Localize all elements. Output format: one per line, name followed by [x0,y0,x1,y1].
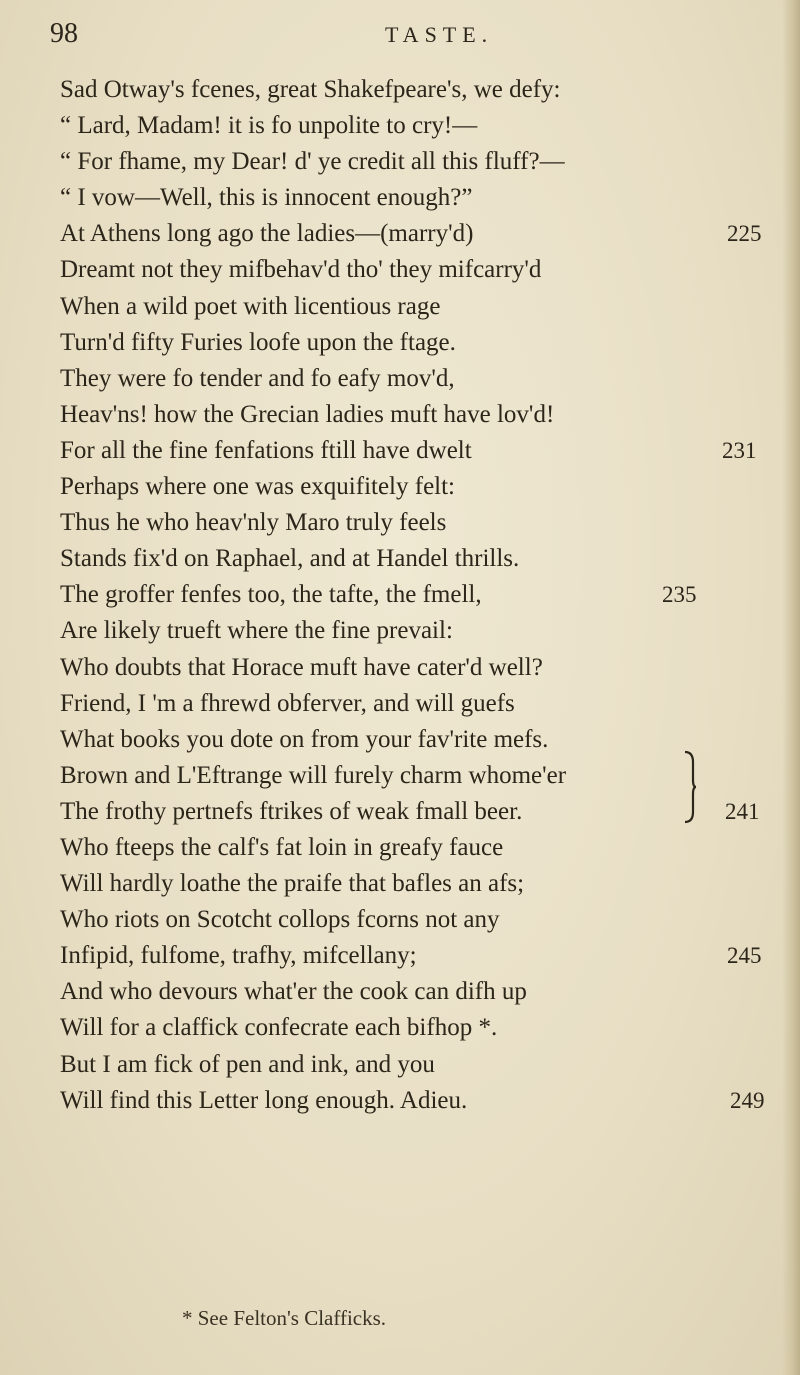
poem-line-text: Who doubts that Horace muft have cater'd well? [60,653,543,681]
poem-line-text: “ For fhame, my Dear! d' ye credit all this fluff?— [60,148,565,176]
poem-line [60,613,780,649]
poem-line-text: Brown and L'Eftrange will furely charm whome'er [60,761,567,789]
poem-line-text: Will hardly loathe the praife that bafles an afs; [60,870,525,898]
poem-line [60,1010,780,1046]
poem-line-text: Stands fix'd on Raphael, and at Handel thrills. [60,545,520,573]
poem-line [60,758,780,794]
poem-line-text: “ I vow—Well, this is innocent enough?” [60,184,473,212]
poem-line-text: What books you dote on from your fav'rite mefs. [60,725,549,753]
poem-line-text: Infipid, fulfome, trafhy, mifcellany; [60,942,417,970]
line-number: 241 [725,798,760,824]
poem-line-text: Who fteeps the calf's fat loin in greafy fauce [60,833,504,861]
poem-line-text: “ Lard, Madam! it is fo unpolite to cry!— [60,112,478,140]
poem-line-text: Heav'ns! how the Grecian ladies muft have lov'd! [60,400,555,428]
poem-line [60,794,780,830]
poem-line [60,469,780,505]
poem-line [60,108,780,144]
poem-line [60,1083,780,1119]
poem-line [60,72,780,108]
poem-line [60,830,780,866]
poem-line [60,938,780,974]
poem-line [60,866,780,902]
poem-line [60,650,780,686]
poem-line [60,144,780,180]
poem-line-text: Who riots on Scotcht collops fcorns not any [60,906,500,934]
line-number: 245 [727,943,762,969]
line-number: 235 [662,582,697,608]
poem-line-text: Turn'd fifty Furies loofe upon the ftage. [60,328,456,356]
poem-line-text: At Athens long ago the ladies—(marry'd) [60,220,474,248]
poem-line-text: They were fo tender and fo eafy mov'd, [60,364,455,392]
poem-line [60,686,780,722]
poem-line [60,577,780,613]
poem-line-text: The frothy pertnefs ftrikes of weak fmall beer. [60,797,523,825]
line-number: 231 [722,437,757,463]
poem-line-text: When a wild poet with licentious rage [60,292,441,320]
poem-line [60,252,780,288]
footnote: * See Felton's Clafficks. [182,1306,387,1330]
poem-line-text: The groffer fenfes too, the tafte, the fmell, [60,581,482,609]
poem-line [60,433,780,469]
poem-line-text: Dreamt not they mifbehav'd tho' they mifcarry'd [60,256,542,284]
poem-line-text: And who devours what'er the cook can difh up [60,978,527,1006]
poem-line [60,541,780,577]
poem-text [60,72,780,1119]
poem-line [60,216,780,252]
poem-line-text: Perhaps where one was exquifitely felt: [60,473,456,501]
poem-line-text: Thus he who heav'nly Maro truly feels [60,509,447,537]
line-number: 225 [727,221,762,247]
poem-line [60,397,780,433]
poem-line-text: Friend, I 'm a fhrewd obferver, and will guefs [60,689,515,717]
poem-line-text: But I am fick of pen and ink, and you [60,1050,435,1078]
poem-line [60,1047,780,1083]
poem-line [60,325,780,361]
page-header [50,18,750,62]
poem-line [60,505,780,541]
poem-line [60,722,780,758]
poem-line-text: Sad Otway's fcenes, great Shakefpeare's, we defy: [60,76,561,103]
poem-line-text: Are likely trueft where the fine prevail: [60,617,453,645]
poem-line-text: Will find this Letter long enough. Adieu. [60,1086,468,1114]
poem-line [60,180,780,216]
poem-line [60,902,780,938]
poem-line [60,974,780,1010]
poem-line [60,289,780,325]
page-edge-shadow [782,0,800,1375]
poem-line [60,361,780,397]
triplet-brace [683,750,697,824]
poem-line-text: Will for a claffick confecrate each bifhop *. [60,1014,498,1042]
running-title: TASTE. [385,22,494,47]
line-number: 249 [730,1087,765,1113]
poem-line-text: For all the fine fenfations ftill have dwelt [60,436,472,464]
page-number: 98 [50,18,78,49]
